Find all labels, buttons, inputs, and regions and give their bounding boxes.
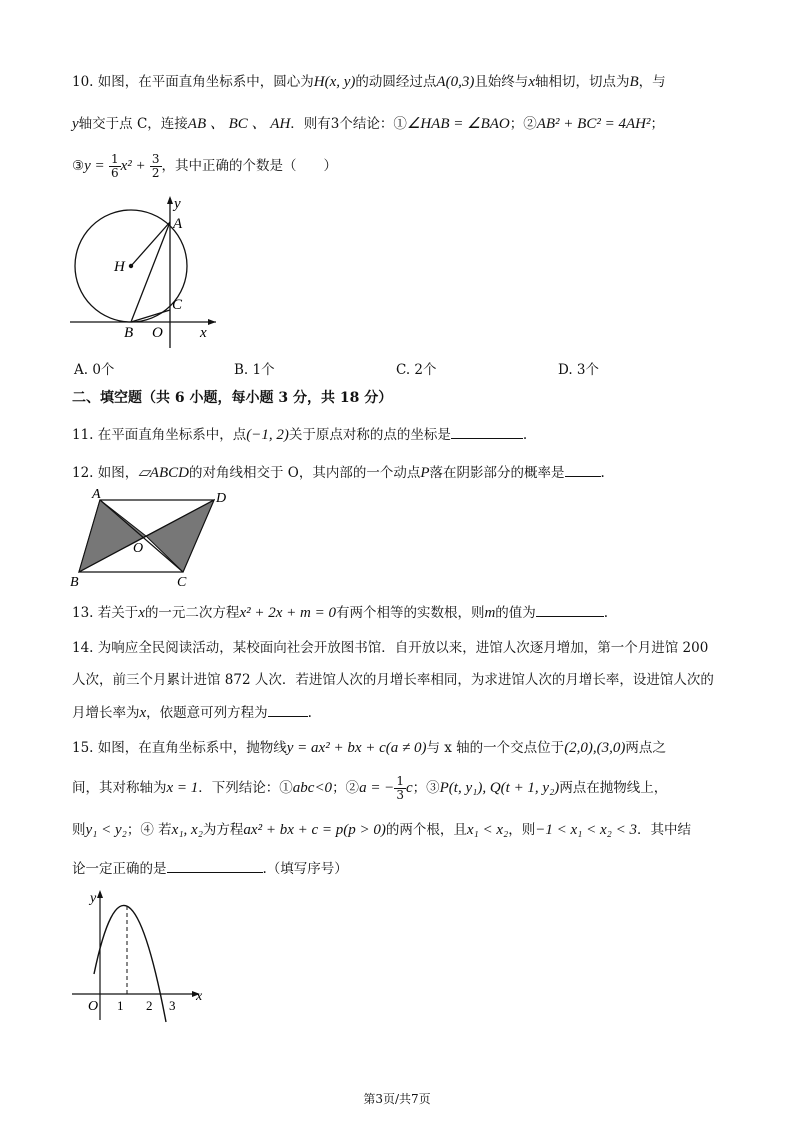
q15-ineq-2: x₁ < x₂ <box>466 822 509 838</box>
q15-ineq: y₁ < y₂ <box>85 822 127 838</box>
q15-text: 两点之 <box>625 740 666 756</box>
q10-figure <box>66 192 226 352</box>
q15-text: 则 <box>72 822 86 838</box>
fig-label-b: B <box>70 575 79 590</box>
fig-label-b: B <box>124 325 134 341</box>
fig-label-h: H <box>114 259 125 275</box>
q10-y: y <box>72 116 79 132</box>
q15-line4 <box>72 858 348 879</box>
q15-text: ；④ 若 <box>126 822 172 838</box>
q15-text: 15. 如图，在直角坐标系中，抛物线 <box>72 740 287 756</box>
q11 <box>72 424 527 445</box>
fig-label-a: A <box>92 487 101 502</box>
q15-frac <box>394 775 406 802</box>
fig-label-x: x <box>200 325 207 341</box>
q10-option-c[interactable]: C. 2个 <box>396 362 437 378</box>
q10-h-expr: H(x, y) <box>313 74 356 90</box>
q10-text: 轴相切，切点为 <box>534 74 630 90</box>
q13-x: x <box>138 605 145 621</box>
q15-text: ；② <box>332 780 360 796</box>
q12-parallelogram: ▱ABCD <box>138 465 189 481</box>
q15-text: ．其中结 <box>636 822 691 838</box>
q15-line1 <box>72 738 666 758</box>
q15-roots: x₁, x₂ <box>171 822 203 838</box>
q15-text: ．下列结论：① <box>198 780 293 796</box>
q10-line1 <box>72 72 666 92</box>
q15-answer-blank[interactable] <box>167 858 263 873</box>
q15-text: .（填写序号） <box>262 861 348 877</box>
q10-option-d[interactable]: D. 3个 <box>558 362 600 378</box>
section-heading: 二、填空题（共 6 小题，每小题 3 分，共 18 分） <box>72 390 393 406</box>
page-footer: 第3页/共7页 <box>363 1092 431 1106</box>
q10-text: 的动圆经过点 <box>355 74 437 90</box>
q10-segments: AB 、 BC 、 AH <box>187 116 291 132</box>
q15-conclusion-2: a = − <box>359 780 395 796</box>
frac-den: 6 <box>110 166 119 180</box>
q13 <box>72 602 608 623</box>
q11-answer-blank[interactable] <box>451 424 523 439</box>
q15-text: 与 x 轴的一个交点位于 <box>426 740 565 756</box>
q12-p: P <box>420 465 430 481</box>
q10-a-expr: A(0,3) <box>436 74 475 90</box>
q10-conclusion-3: y = <box>84 158 105 174</box>
q15-c: c <box>405 780 413 796</box>
q10-line3 <box>72 152 337 180</box>
fig-label-c: C <box>172 297 183 313</box>
fig-label-a: A <box>173 216 183 232</box>
fig-label-y: y <box>174 196 181 212</box>
q10-conclusion-1: ∠HAB = ∠BAO <box>406 116 510 132</box>
q13-text: 的一元二次方程 <box>144 605 240 621</box>
q10-text: 10. 如图，在平面直角坐标系中，圆心为 <box>72 74 314 90</box>
q15-text: 间，其对称轴为 <box>72 780 167 796</box>
frac-num: 3 <box>151 152 160 166</box>
q10-line2 <box>72 114 664 134</box>
q12-figure <box>66 486 236 590</box>
fig-tick-2: 2 <box>146 998 153 1013</box>
q13-text: 13. 若关于 <box>72 605 139 621</box>
frac-den: 2 <box>151 166 160 180</box>
fig-label-o: O <box>88 999 99 1014</box>
q15-text: 论一定正确的是 <box>72 861 167 877</box>
q15-figure <box>70 886 220 1026</box>
q10-text: ； <box>650 116 664 132</box>
q10-text: 个结论：① <box>339 116 407 132</box>
q10-text: ，其中正确的个数是（ ） <box>161 158 338 174</box>
q13-answer-blank[interactable] <box>536 602 604 617</box>
q15-conclusion-1: abc<0 <box>292 780 333 796</box>
q14-text: ，依题意可列方程为 <box>146 705 268 721</box>
q12-text: 12. 如图， <box>72 465 139 481</box>
q14-x: x <box>139 705 147 721</box>
fig-label-y: y <box>90 891 97 906</box>
frac-num: 1 <box>110 152 119 166</box>
q15-line2 <box>72 774 667 802</box>
q10-frac-2 <box>150 153 162 180</box>
q10-count: 3 <box>330 116 340 132</box>
q14-line1: 14. 为响应全民阅读活动，某校面向社会开放图书馆．自开放以来，进馆人次逐月增加，第一个月进馆 200 <box>72 640 709 656</box>
q15-equation-2: ax² + bx + c = p(p > 0) <box>243 822 386 838</box>
q15-conclusion-3: P(t, y₁), Q(t + 1, y₂) <box>439 780 560 796</box>
q15-text: ；③ <box>412 780 440 796</box>
fig-label-x: x <box>196 989 203 1004</box>
q15-ineq-3: −1 < x₁ < x₂ < 3 <box>535 822 637 838</box>
q14-text: . <box>307 705 312 721</box>
q11-text: . <box>522 427 528 443</box>
fig-label-c: C <box>177 575 187 590</box>
q14-line3 <box>72 702 312 723</box>
q13-text: 的值为 <box>495 605 536 621</box>
q11-text: 关于原点对称的点的坐标是 <box>288 427 451 443</box>
fig-label-d: D <box>216 491 227 506</box>
q10-b: B <box>629 74 639 90</box>
q12-text: 的对角线相交于 O，其内部的一个动点 <box>188 465 421 481</box>
q15-text: 的两个根，且 <box>385 822 467 838</box>
frac-den: 3 <box>396 788 404 802</box>
q11-text: 11. 在平面直角坐标系中，点 <box>72 427 247 443</box>
q13-m: m <box>484 605 496 621</box>
q10-text: ③ <box>72 158 85 174</box>
fig-label-o: O <box>133 541 144 556</box>
frac-num: 1 <box>396 774 404 788</box>
q10-x: x <box>528 74 535 90</box>
q12-text: . <box>600 465 605 481</box>
q10-option-b[interactable]: B. 1个 <box>234 362 275 378</box>
q13-equation: x² + 2x + m = 0 <box>239 605 336 621</box>
q10-text: ，与 <box>638 74 666 90</box>
fig-tick-1: 1 <box>117 998 124 1013</box>
fig-tick-3: 3 <box>169 998 176 1013</box>
q10-term: x² + <box>120 158 146 174</box>
q15-axis: x = 1 <box>166 780 199 796</box>
q13-text: 有两个相等的实数根，则 <box>335 605 485 621</box>
q10-frac-1 <box>109 153 121 180</box>
fig-label-o: O <box>152 325 163 341</box>
q10-option-a[interactable]: A. 0个 <box>74 362 115 378</box>
q14-answer-blank[interactable] <box>268 702 308 717</box>
q10-text: 轴交于点 C，连接 <box>78 116 188 132</box>
q10-text: 且始终与 <box>474 74 529 90</box>
q15-line3 <box>72 820 691 840</box>
q10-text: ；② <box>509 116 537 132</box>
q10-text: ．则有 <box>290 116 331 132</box>
q15-text: 两点在抛物线上， <box>559 780 668 796</box>
q15-text: ，则 <box>508 822 536 838</box>
q15-points: (2,0),(3,0) <box>564 740 626 756</box>
q12 <box>72 462 605 483</box>
q15-equation: y = ax² + bx + c(a ≠ 0) <box>286 740 427 756</box>
q14-text: 月增长率为 <box>72 705 140 721</box>
q14-line2: 人次，前三个月累计进馆 872 人次．若进馆人次的月增长率相同，为求进馆人次的月增长率，设进馆人次的 <box>72 672 714 688</box>
q13-text: . <box>603 605 609 621</box>
q12-text: 落在阴影部分的概率是 <box>429 465 565 481</box>
q11-point: (−1, 2) <box>246 427 289 443</box>
q12-answer-blank[interactable] <box>565 462 601 477</box>
q15-text: 为方程 <box>202 822 244 838</box>
q10-conclusion-2: AB² + BC² = 4AH² <box>536 116 651 132</box>
